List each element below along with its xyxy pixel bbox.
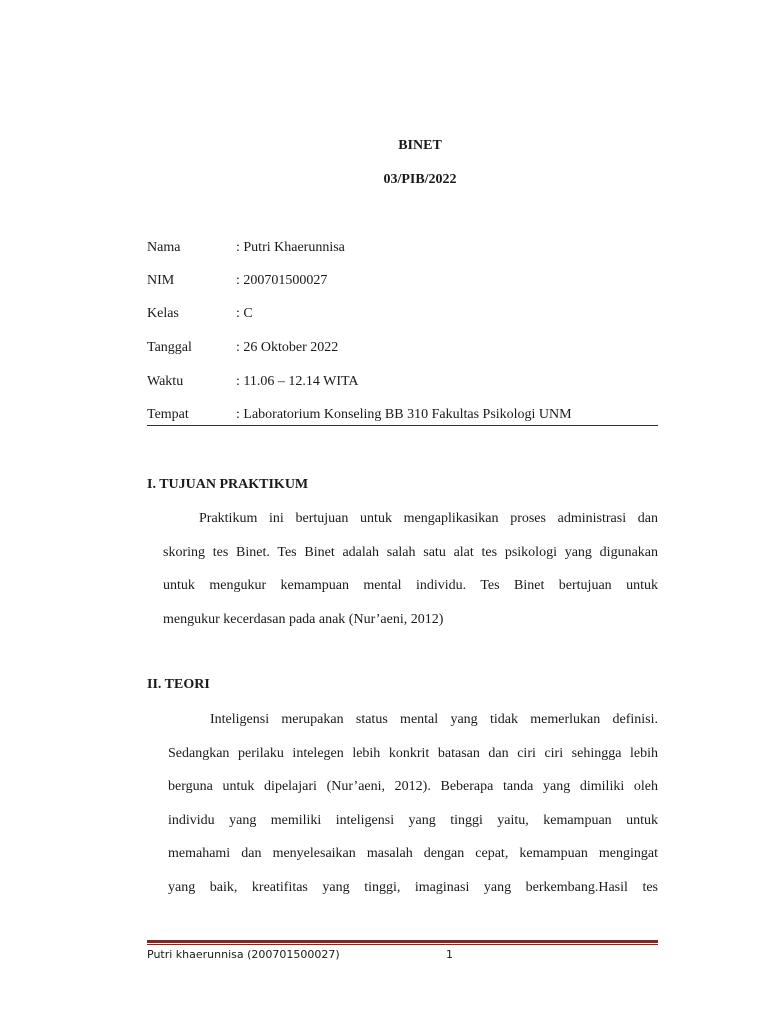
paragraph-line: memahami dan menyelesaikan masalah dengan cepat, kemampuan mengingat (168, 846, 658, 861)
info-label: NIM (147, 273, 175, 288)
document-code: 03/PIB/2022 (383, 172, 457, 187)
paragraph-line: yang baik, kreatifitas yang tinggi, imaginasi yang berkembang.Hasil tes (168, 879, 658, 895)
paragraph-teori (168, 703, 658, 904)
info-label: Tanggal (147, 340, 192, 355)
paragraph-line: berguna untuk dipelajari (Nur’aeni, 2012). Beberapa tanda yang dimiliki oleh (168, 779, 658, 794)
info-value: : 11.06 – 12.14 WITA (236, 374, 359, 389)
paragraph-line: Praktikum ini bertujuan untuk mengaplikasikan proses administrasi dan (199, 511, 658, 526)
paragraph-line: Inteligensi merupakan status mental yang tidak memerlukan definisi. (210, 712, 658, 727)
paragraph-line: Sedangkan perilaku intelegen lebih konkrit batasan dan ciri ciri sehingga lebih (168, 745, 658, 761)
paragraph-tujuan (163, 502, 658, 636)
section-heading-tujuan: I. TUJUAN PRAKTIKUM (147, 477, 309, 492)
footer-author: Putri khaerunnisa (200701500027) (147, 948, 340, 961)
info-label: Tempat (147, 407, 189, 422)
info-label: Nama (147, 240, 181, 255)
paragraph-line: untuk mengukur kemampuan mental individu. Tes Binet bertujuan untuk (163, 578, 658, 593)
paragraph-line: individu yang memiliki inteligensi yang tinggi yaitu, kemampuan untuk (168, 812, 658, 828)
info-divider (147, 425, 658, 426)
page-number: 1 (446, 948, 453, 961)
paragraph-line: mengukur kecerdasan pada anak (Nur’aeni, 2012) (163, 611, 444, 627)
paragraph-line: skoring tes Binet. Tes Binet adalah salah satu alat tes psikologi yang digunakan (163, 544, 658, 560)
info-label: Kelas (147, 306, 179, 321)
info-value: : 200701500027 (236, 273, 328, 288)
section-heading-teori: II. TEORI (147, 677, 210, 692)
footer-rule-thin (147, 944, 658, 945)
info-value: : Putri Khaerunnisa (236, 240, 345, 255)
info-value: : C (236, 306, 253, 321)
footer-rule (147, 940, 658, 943)
info-label: Waktu (147, 374, 184, 389)
info-value: : Laboratorium Konseling BB 310 Fakultas Psikologi UNM (236, 407, 572, 422)
info-value: : 26 Oktober 2022 (236, 340, 339, 355)
document-title: BINET (398, 138, 442, 153)
